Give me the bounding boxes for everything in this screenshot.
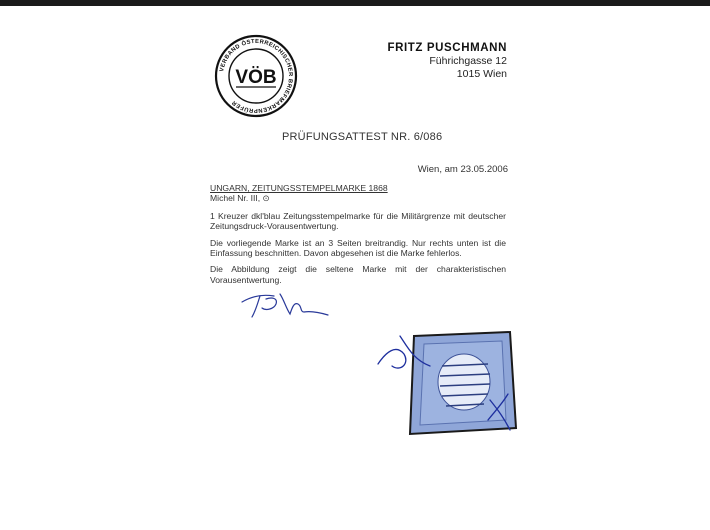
certificate-body [210,183,506,291]
subject-heading: UNGARN, ZEITUNGSSTEMPELMARKE 1868 [210,183,388,193]
top-border [0,0,710,6]
stamp-illustration [370,330,530,436]
letterhead [387,42,507,81]
svg-text:VERBAND ÖSTERREICHISCHER BRIEF: VERBAND ÖSTERREICHISCHER BRIEFMARKENPRÜFER [219,38,294,114]
vob-seal-logo [214,34,298,118]
catalogue-number: Michel Nr. III, ⊙ [210,193,270,204]
expert-name: FRITZ PUSCHMANN [387,42,507,54]
certificate-title: PRÜFUNGSATTEST NR. 6/086 [282,131,443,143]
handwritten-signature [238,290,330,320]
paragraph-illustration: Die Abbildung zeigt die seltene Marke mit der charakteristischen Vorausentwertung. [210,264,506,285]
paragraph-condition: Die vorliegende Marke ist an 3 Seiten breitrandig. Nur rechts unten ist die Einfassung beschnitten. Davon abgesehen ist die Marke fehlerlos. [210,237,506,259]
paragraph-description: 1 Kreuzer dkl'blau Zeitungsstempelmarke für die Militärgrenze mit deutscher Zeitungsdruck-Vorausentwertung. [210,210,506,232]
date-line: Wien, am 23.05.2006 [417,164,508,175]
city-address: 1015 Wien [456,68,507,80]
svg-text:VÖB: VÖB [235,67,277,88]
street-address: Führichgasse 12 [429,55,507,67]
